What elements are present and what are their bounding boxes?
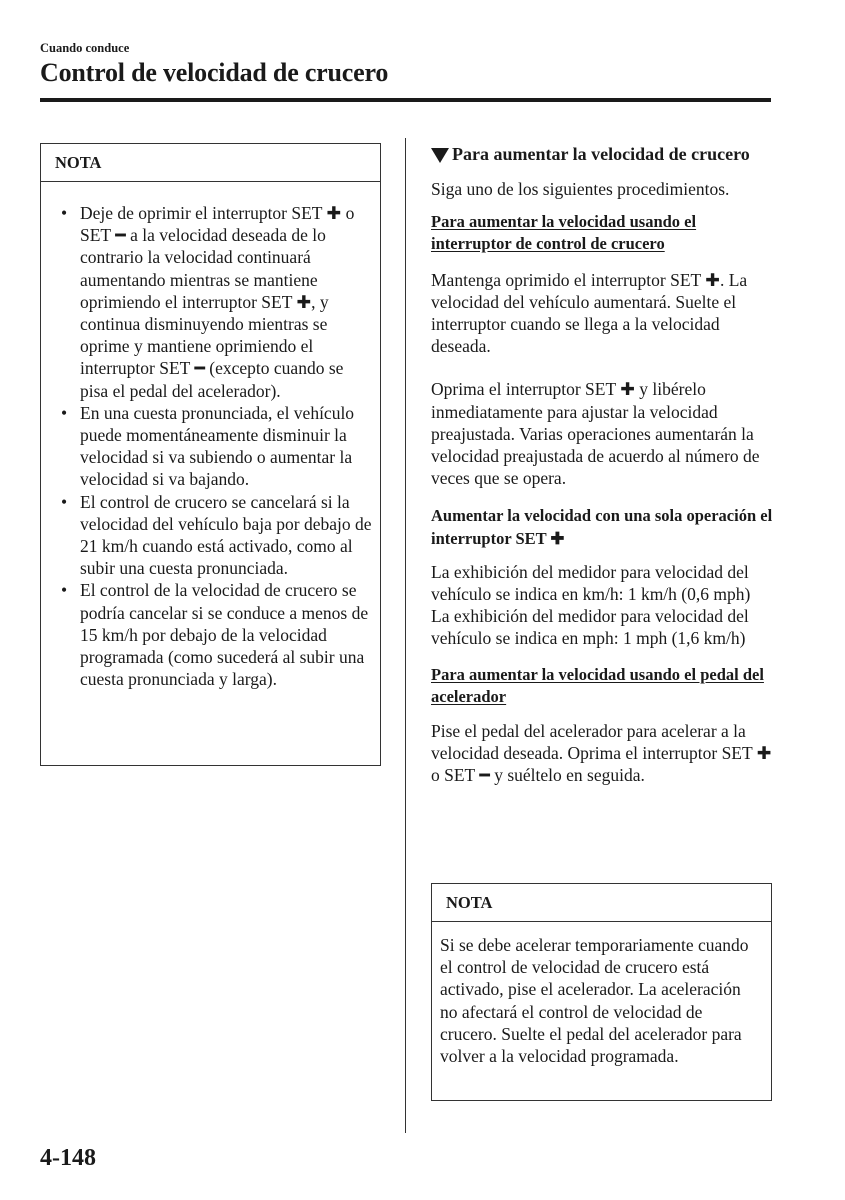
single-op-paragraph-1: La exhibición del medidor para velocidad del vehículo se indica en km/h: 1 km/h (0,6 mph) bbox=[431, 561, 751, 605]
page-title: Control de velocidad de crucero bbox=[40, 58, 389, 87]
switch-paragraph-1: Mantenga oprimido el interruptor SET ✚. La velocidad del vehículo aumentará. Suelte el interruptor cuando se llega a la velocidad deseada. bbox=[431, 269, 748, 357]
left-note-box bbox=[40, 143, 381, 766]
note-item-text: Deje de oprimir el interruptor SET ✚ o SET ━ a la velocidad deseada de lo contrario la velocidad continuará aumentando mientras se mantiene oprimiendo el interruptor SET ✚, y continua disminuyendo mientras se oprime y mantiene oprimiendo el interruptor SET ━ (excepto cuando se pisa el pedal del acelerador). bbox=[80, 203, 355, 401]
note-item bbox=[45, 579, 372, 690]
note-item bbox=[45, 491, 372, 580]
subheading-pedal: Para aumentar la velocidad usando el pedal del acelerador bbox=[431, 664, 764, 706]
right-note-body: Si se debe acelerar temporariamente cuando el control de velocidad de crucero está activado, pise el acelerador. La aceleración no afectará el control de velocidad de crucero. Suelte el pedal del acelerador para volver a la velocidad programada. bbox=[440, 935, 749, 1067]
note-item-text: El control de la velocidad de crucero se podría cancelar si se conduce a menos de 15 km/h por debajo de la velocidad programada (como sucederá al subir una cuesta pronunciada y larga). bbox=[80, 580, 369, 690]
bullet: • bbox=[61, 402, 68, 423]
section-label: Cuando conduce bbox=[40, 41, 130, 55]
left-note-body bbox=[41, 182, 380, 690]
triangle-marker-icon bbox=[431, 148, 449, 163]
right-column bbox=[431, 143, 776, 787]
title-rule bbox=[40, 98, 771, 102]
column-divider bbox=[405, 138, 406, 1133]
right-note-box bbox=[431, 883, 772, 1101]
left-note-list bbox=[45, 202, 372, 690]
page-number: 4-148 bbox=[40, 1145, 96, 1171]
section-heading bbox=[431, 143, 776, 166]
left-note-heading: NOTA bbox=[41, 144, 380, 182]
single-op-paragraph-2: La exhibición del medidor para velocidad del vehículo se indica en mph: 1 mph (1,6 km/h) bbox=[431, 606, 749, 649]
bullet: • bbox=[61, 203, 68, 223]
right-note-heading: NOTA bbox=[432, 884, 771, 922]
bullet: • bbox=[61, 491, 68, 512]
note-item-text: El control de crucero se cancelará si la velocidad del vehículo baja por debajo de 21 km/h cuando está activado, como al subir una cuesta pronunciada. bbox=[80, 491, 372, 579]
note-item bbox=[45, 202, 372, 402]
note-item bbox=[45, 402, 372, 491]
subheading-switch: Para aumentar la velocidad usando el interruptor de control de crucero bbox=[431, 212, 697, 254]
pedal-paragraph: Pise el pedal del acelerador para acelerar a la velocidad deseada. Oprima el interruptor SET ✚ o SET ━ y suéltelo en seguida. bbox=[431, 721, 772, 786]
note-item-text: En una cuesta pronunciada, el vehículo puede momentáneamente disminuir la velocidad si va subiendo o aumentar la velocidad si va bajando. bbox=[80, 402, 355, 490]
bullet: • bbox=[61, 580, 68, 601]
subheading-single-operation: Aumentar la velocidad con una sola operación el interruptor SET ✚ bbox=[431, 506, 773, 548]
section-heading-text: Para aumentar la velocidad de crucero bbox=[452, 144, 750, 164]
switch-paragraph-2: Oprima el interruptor SET ✚ y libérelo inmediatamente para ajustar la velocidad preajustada. Varias operaciones aumentarán la velocidad preajustada de acuerdo al número de veces que se opera. bbox=[431, 379, 760, 489]
intro-text: Siga uno de los siguientes procedimientos. bbox=[431, 179, 730, 199]
